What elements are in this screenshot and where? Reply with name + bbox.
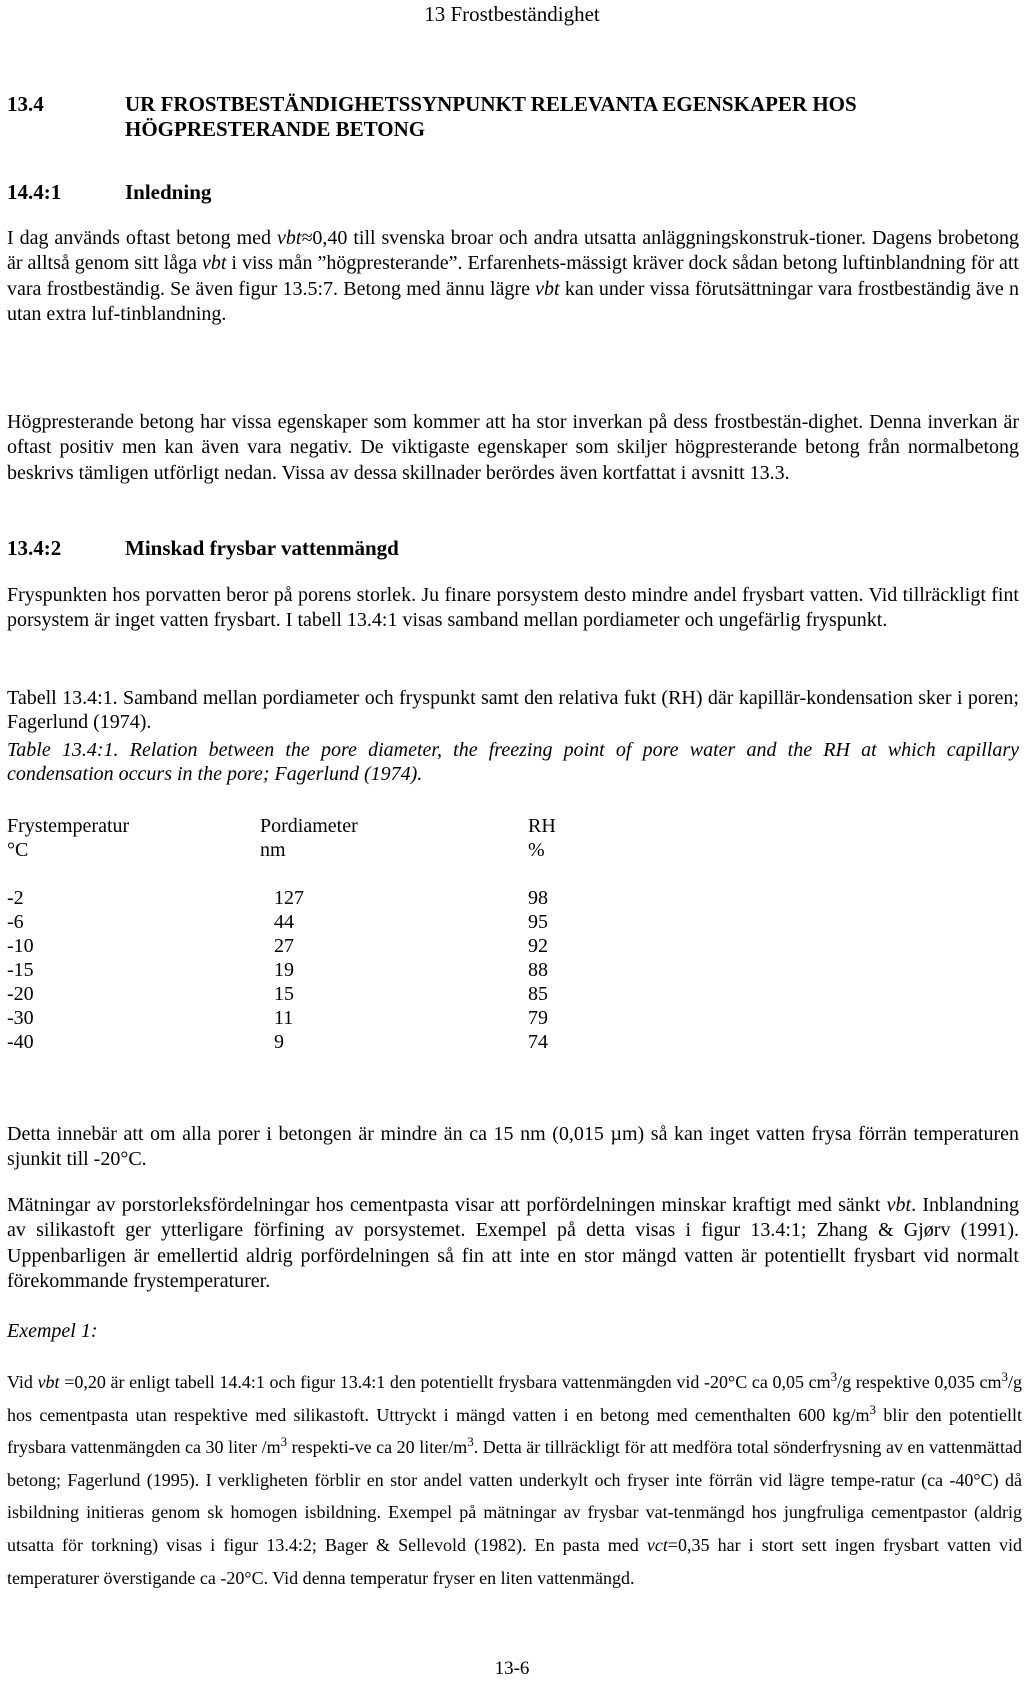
unit-cell: % [528,839,545,861]
section-heading-13-4-2 [7,536,607,564]
table-row [7,1006,608,1030]
table-row [7,910,608,934]
text-run: /g respektive 0,035 cm [837,1372,1002,1392]
section-number: 13.4 [7,92,44,116]
text-run: I dag används oftast betong med [7,227,277,249]
table-cell: 127 [274,887,304,909]
table-row [7,886,608,910]
text-run: Mätningar av porstorleksfördelningar hos cementpasta visar att porfördelningen minskar kraftigt med sänkt [7,1194,887,1216]
table-row [7,1030,608,1054]
freezing-paragraph: Fryspunkten hos porvatten beror på porens storlek. Ju finare porsystem desto mindre andel frysbart vatten. Vid tillräckligt fint porsystem är inget vatten frysbart. I tabell 13.4:1 visas samband mellan pordiameter och ungefärlig fryspunkt. [7,584,1019,632]
term-vbt: vbt [37,1372,60,1392]
text-run: /g hos cementpasta utan respektive med silikastoft. Uttryckt i mängd vatten i en betong med cementhalten 600 kg/m [7,1372,1023,1425]
pore-table [7,814,608,1054]
table-cell: -30 [7,1007,34,1029]
table-row [7,958,608,982]
table-header-row [7,814,608,838]
table-cell: -10 [7,935,34,957]
unit-cell: nm [260,839,286,861]
text-run: 0,40 till svenska broar och andra utsatta anläggningskonstruk-tioner. Dagens brobetong är alltså genom sitt låga [7,227,1019,275]
term-vbt: vbt [201,252,227,275]
example-paragraph [7,1366,1022,1594]
section-heading-13-4 [7,92,1017,148]
table-cell: 98 [528,887,548,909]
column-header: RH [528,815,556,837]
section-heading-14-4-1 [7,180,407,208]
table-cell: 74 [528,1031,548,1053]
text-run: kan under vissa förutsättningar vara frostbeständig äve n utan extra luf-tinblandning. [7,277,1020,326]
section-title [125,92,857,142]
section-title-line: UR FROSTBESTÄNDIGHETSSYNPUNKT RELEVANTA EGENSKAPER HOS [125,92,857,116]
text-run: . Detta är tillräckligt för att medföra total sönderfrysning av en vattenmättad betong; Fagerlund (1995). I verkligheten förblir en stor andel vatten underkylt och fryser inte förrän vid lägre tempe-ratur (ca -40°C) då isbildning initieras genom sk homogen isbildning. Exempel på mätningar av frysbar vat-tenmängd hos jungfruliga cementpastor (aldrig utsatta för torkning) visas i figur 13.4:2; Bager & Sellevold (1982). En pasta med [7,1437,1022,1555]
table-cell: 44 [274,911,294,933]
table-cell: 15 [274,983,294,1005]
measurement-paragraph [7,1193,1019,1295]
table-cell: 27 [274,935,294,957]
table-cell: -40 [7,1031,34,1053]
intro-paragraph [7,226,1019,328]
table-cell: 79 [528,1007,548,1029]
conclusion-paragraph: Detta innebär att om alla porer i betongen är mindre än ca 15 nm (0,015 µm) så kan inget vatten frysa förrän temperaturen sjunkit till -20°C. [7,1123,1019,1171]
example-label: Exempel 1: [7,1320,98,1342]
table-cell: 95 [528,911,548,933]
column-header: Frystemperatur [7,815,130,837]
table-cell: 19 [274,959,294,981]
superscript: 3 [869,1401,877,1417]
table-cell: 11 [274,1007,294,1029]
table-cell: -20 [7,983,34,1005]
table-caption-english: Table 13.4:1. Relation between the pore diameter, the freezing point of pore water and the RH at which capillary condensation occurs in the pore; Fagerlund (1974). [7,739,1019,786]
properties-paragraph: Högpresterande betong har vissa egenskaper som kommer att ha stor inverkan på dess frostbestän-dighet. Denna inverkan är oftast positiv men kan även vara negativ. De viktigaste egenskaper som skiljer högpresterande betong från normalbetong beskrivs tämligen utförligt nedan. Vissa av dessa skillnader berördes även kortfattat i avsnitt 13.3. [7,411,1019,484]
term-vbt: vbt≈ [276,227,313,249]
table-cell: -15 [7,959,34,981]
superscript: 3 [1001,1369,1008,1384]
table-row [7,934,608,958]
section-number: 14.4:1 [7,180,62,204]
text-run: i viss mån ”högpresterande”. Erfarenhets-mässigt kräver dock sådan betong luftinblandning för att vara frostbeständig. Se även figur 13.5:7. Betong med ännu lägre [7,252,1019,300]
term-vbt: vbt [535,277,560,300]
text-run: . Inblandning av silikastoft ger ytterligare förfining av porsystemet. Exempel på detta visas i figur 13.4:1; Zhang & Gjørv (1991). Uppenbarligen är emellertid aldrig porfördelningen så fin att inte en stor mängd vatten är potentiellt frysbart vid normalt förekommande frystemperaturer. [7,1194,1019,1293]
superscript: 3 [467,1434,474,1450]
section-title: Minskad frysbar vattenmängd [125,536,399,560]
page-number: 13-6 [494,1658,530,1679]
section-title-line: HÖGPRESTERANDE BETONG [125,117,426,142]
text-run: =0,35 har i stort sett ingen frysbart vatten vid temperaturer överstigande ca -20°C. Vid denna temperatur fryser en liten vattenmängd. [7,1534,1022,1588]
table-cell: -2 [7,887,24,909]
text-run: respekti-ve ca 20 liter/m [287,1437,468,1458]
text-run: =0,20 är enligt tabell 14.4:1 och figur 13.4:1 den potentiellt frysbara vattenmängden vid -20°C ca 0,05 cm [59,1372,831,1392]
table-unit-row [7,838,608,862]
column-header: Pordiameter [260,815,358,837]
term-vbt: vbt [886,1194,912,1216]
running-header: 13 Frostbeständighet [424,2,600,26]
unit-cell: °C [7,839,29,861]
table-cell: -6 [7,911,24,933]
table-cell: 85 [528,983,548,1005]
table-caption-swedish: Tabell 13.4:1. Samband mellan pordiameter och fryspunkt samt den relativa fukt (RH) där kapillär-kondensation sker i poren; Fagerlund (1974). [7,687,1019,734]
table-cell: 92 [528,935,548,957]
table-cell: 88 [528,959,548,981]
table-spacer-row [7,862,608,886]
term-vct: vct [646,1534,668,1555]
text-run: blir den potentiellt frysbara vattenmängden ca 30 liter /m [7,1404,1022,1458]
table-cell: 9 [274,1031,284,1053]
section-number: 13.4:2 [7,536,62,560]
section-title: Inledning [125,180,212,204]
table-row [7,982,608,1006]
text-run: Vid [7,1372,38,1392]
superscript: 3 [280,1434,288,1450]
superscript: 3 [830,1369,838,1384]
